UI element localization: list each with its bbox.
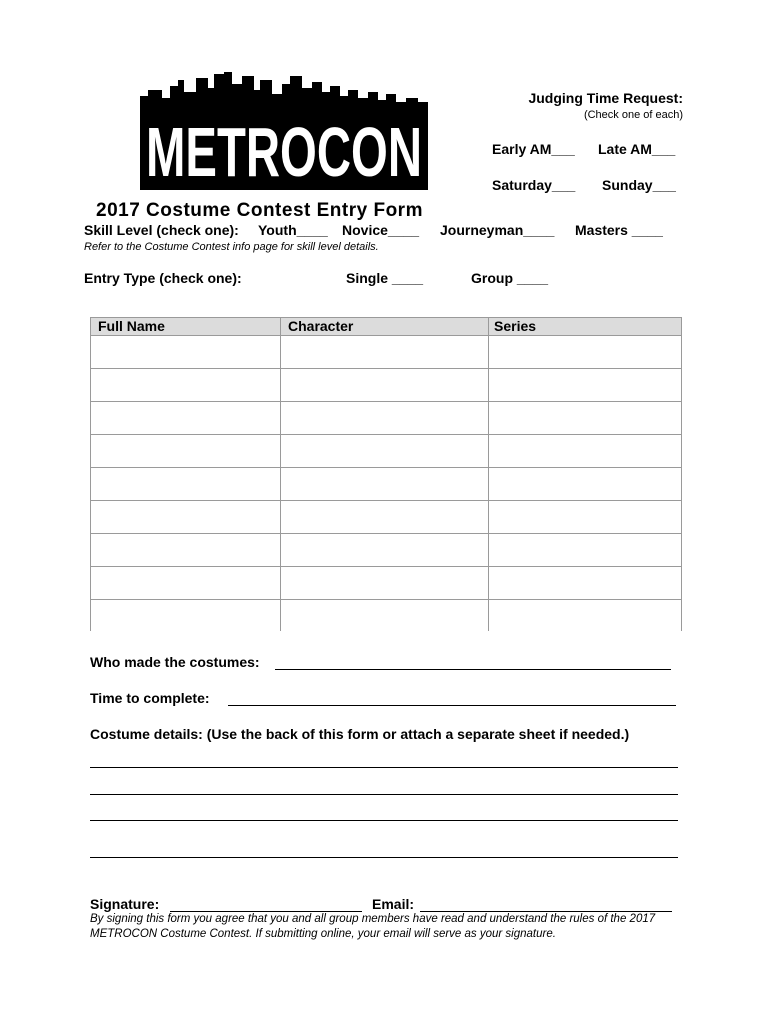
table-cell[interactable] xyxy=(91,600,279,631)
costume-maker-field[interactable] xyxy=(275,669,671,670)
table-cell[interactable] xyxy=(91,501,279,532)
table-cell[interactable] xyxy=(489,534,680,565)
costume-details-label: Costume details: (Use the back of this form or attach a separate sheet if needed.) xyxy=(90,726,630,742)
skill-level-note: Refer to the Costume Contest info page for skill level details. xyxy=(84,241,379,253)
costume-details-line-2[interactable] xyxy=(90,794,678,795)
table-cell[interactable] xyxy=(91,534,279,565)
skill-option-masters[interactable]: Masters ____ xyxy=(575,222,663,238)
table-cell[interactable] xyxy=(281,567,487,598)
table-cell[interactable] xyxy=(489,501,680,532)
time-to-complete-label: Time to complete: xyxy=(90,690,210,706)
column-header-full-name: Full Name xyxy=(98,318,165,334)
table-cell[interactable] xyxy=(281,468,487,499)
table-cell[interactable] xyxy=(489,567,680,598)
table-row-line xyxy=(90,317,682,318)
option-late-am[interactable]: Late AM___ xyxy=(598,141,676,157)
table-cell[interactable] xyxy=(91,336,279,367)
option-saturday[interactable]: Saturday___ xyxy=(492,177,576,193)
entries-table xyxy=(90,317,682,631)
metrocon-logo xyxy=(140,72,428,190)
column-header-character: Character xyxy=(288,318,354,334)
table-cell[interactable] xyxy=(489,369,680,400)
table-column-line xyxy=(681,317,682,631)
skill-level-label: Skill Level (check one): xyxy=(84,222,239,238)
time-to-complete-field[interactable] xyxy=(228,705,676,706)
entry-type-label: Entry Type (check one): xyxy=(84,270,242,286)
table-cell[interactable] xyxy=(281,435,487,466)
table-cell[interactable] xyxy=(281,402,487,433)
table-cell[interactable] xyxy=(489,600,680,631)
table-header xyxy=(90,317,682,335)
costume-details-line-3[interactable] xyxy=(90,820,678,821)
option-sunday[interactable]: Sunday___ xyxy=(602,177,676,193)
column-header-series: Series xyxy=(494,318,537,334)
judging-time-title: Judging Time Request: xyxy=(528,90,683,106)
option-early-am[interactable]: Early AM___ xyxy=(492,141,575,157)
entry-option-group[interactable]: Group ____ xyxy=(471,270,549,286)
email-label: Email: xyxy=(372,896,415,912)
table-cell[interactable] xyxy=(489,402,680,433)
table-cell[interactable] xyxy=(91,369,279,400)
logo-wordmark: METROCON xyxy=(146,113,422,190)
table-cell[interactable] xyxy=(281,501,487,532)
form-title: 2017 Costume Contest Entry Form xyxy=(96,200,423,221)
skill-option-novice[interactable]: Novice____ xyxy=(342,222,420,238)
skill-option-youth[interactable]: Youth____ xyxy=(258,222,328,238)
table-cell[interactable] xyxy=(281,534,487,565)
table-cell[interactable] xyxy=(91,567,279,598)
table-cell[interactable] xyxy=(281,369,487,400)
costume-details-line-1[interactable] xyxy=(90,767,678,768)
judging-time-subtitle: (Check one of each) xyxy=(583,109,683,121)
city-skyline xyxy=(140,72,428,114)
table-cell[interactable] xyxy=(91,402,279,433)
signature-disclaimer: By signing this form you agree that you and all group members have read and understand the rules of the 2017 METROCON Costume Contest. If submitting online, your email will serve as your signature. xyxy=(90,913,656,940)
table-cell[interactable] xyxy=(489,336,680,367)
table-cell[interactable] xyxy=(91,468,279,499)
costume-details-line-4[interactable] xyxy=(90,857,678,858)
entry-option-single[interactable]: Single ____ xyxy=(346,270,424,286)
signature-label: Signature: xyxy=(90,896,160,912)
table-cell[interactable] xyxy=(489,468,680,499)
table-cell[interactable] xyxy=(489,435,680,466)
table-cell[interactable] xyxy=(281,336,487,367)
table-cell[interactable] xyxy=(91,435,279,466)
table-cell[interactable] xyxy=(281,600,487,631)
costume-maker-label: Who made the costumes: xyxy=(90,654,260,670)
skill-option-journeyman[interactable]: Journeyman____ xyxy=(440,222,555,238)
